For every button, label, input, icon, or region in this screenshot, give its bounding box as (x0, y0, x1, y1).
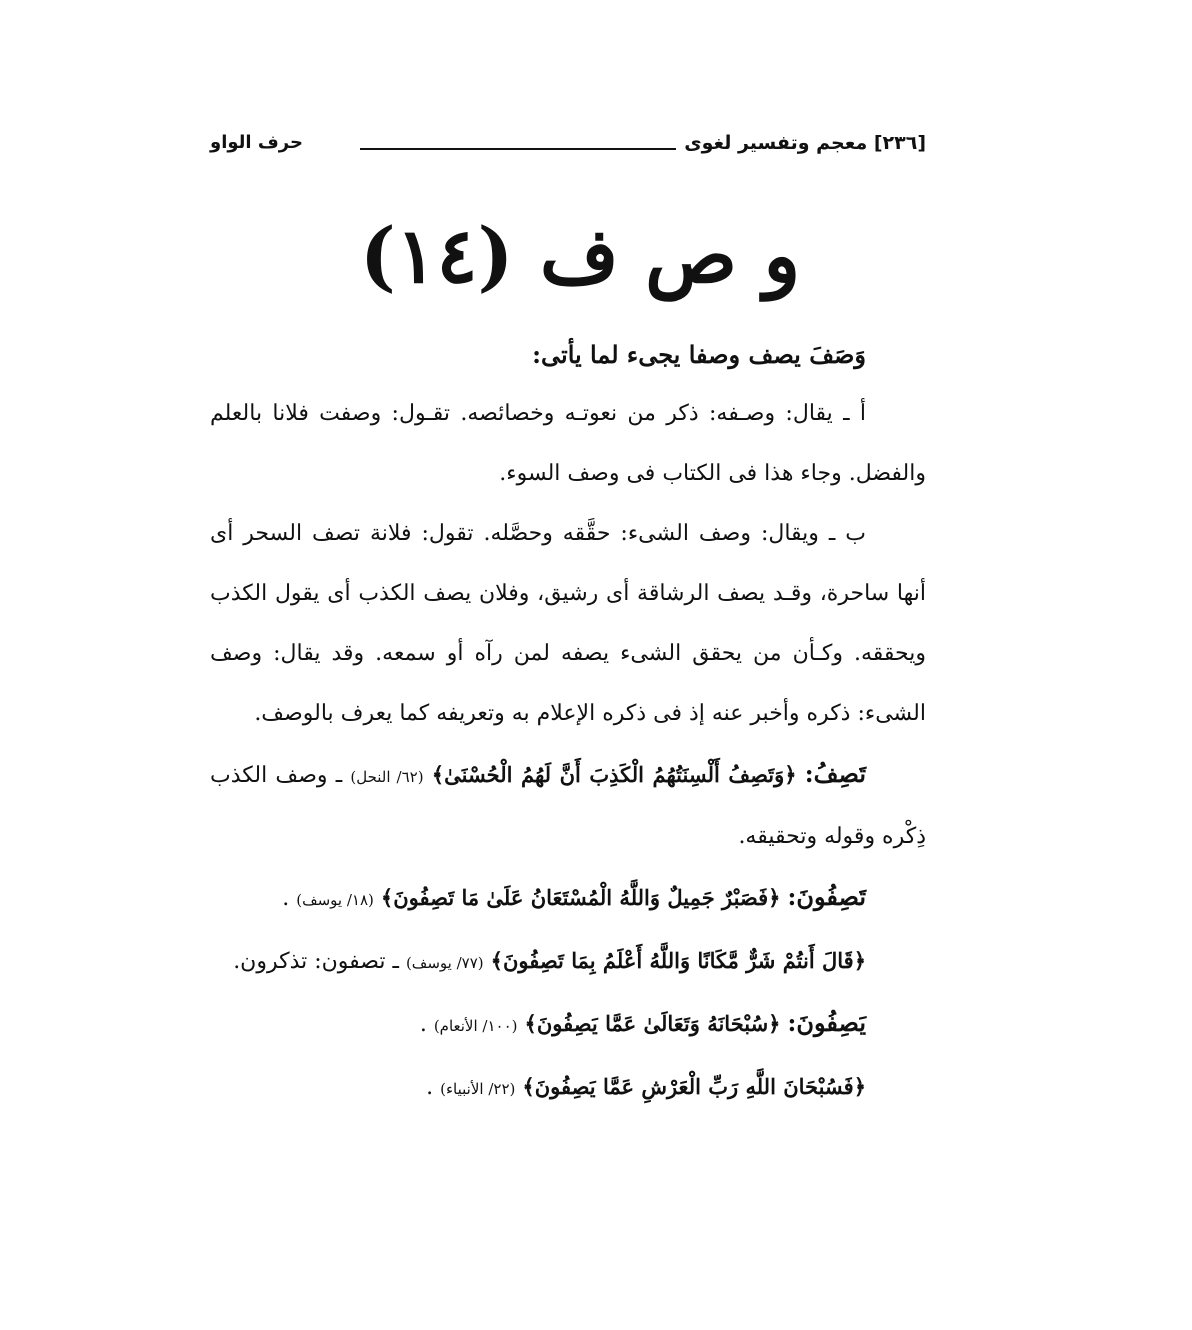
verse-reference: (١٨/ يوسف) (296, 891, 374, 909)
quran-verse: ﴿فَسُبْحَانَ اللَّهِ رَبِّ الْعَرْشِ عَمَّا يَصِفُونَ﴾ (522, 1074, 866, 1099)
definition-b: ب ـ ويقال: وصف الشىء: حقَّقه وحصَّله. تقول: فلانة تصف السحر أى أنها ساحرة، وقـد يصف الرشاقة أى رشيق، وفلان يصف الكذب أى يقول الكذب ويحققه. وكـأن من يحقق الشىء يصفه لمن رآه أو سمعه. وقد يقال: وصف الشىء: ذكره وأخبر عنه إذ فى ذكره الإعلام به وتعريفه كما يعرف بالوصف. (210, 521, 926, 726)
entry-tasifun-2 (210, 930, 926, 993)
entry-note: . (282, 886, 290, 911)
quran-verse: ﴿سُبْحَانَهُ وَتَعَالَىٰ عَمَّا يَصِفُونَ﴾ (524, 1011, 781, 1036)
root-title: و ص ف (١٤) (359, 211, 801, 300)
entry-tasifu (210, 744, 926, 867)
entry-yasifun-2 (210, 1056, 926, 1119)
entry-note: . (426, 1075, 434, 1100)
running-header (210, 128, 926, 158)
book-title: [٢٣٦] معجم وتفسير لغوى (684, 132, 926, 154)
entry-tasifun (210, 867, 926, 930)
verse-reference: (٧٧/ يوسف) (405, 954, 484, 972)
quran-verse: ﴿قَالَ أَنتُمْ شَرٌّ مَّكَانًا وَاللَّهُ أَعْلَمُ بِمَا تَصِفُونَ﴾ (490, 948, 866, 973)
verse-reference: (٦٢/ النحل) (350, 768, 424, 786)
entry-yasifun (210, 993, 926, 1056)
intro-line: وَصَفَ يصف وصفا يجىء لما يأتى: (532, 340, 866, 369)
verse-reference: (١٠٠/ الأنعام) (433, 1017, 518, 1035)
entry-head: يَصِفُونَ: (787, 1008, 866, 1037)
entry-note: ـ وصف الكذب ذِكْره وقوله وتحقيقه. (210, 763, 926, 849)
entry-head: تَصِفُ: (804, 759, 866, 788)
verse-reference: (٢٢/ الأنبياء) (440, 1080, 516, 1098)
definition-a: أ ـ يقال: وصـفه: ذكر من نعوتـه وخصائصه. تقـول: وصفت فلانا بالعلم والفضل. وجاء هذا فى الكتاب فى وصف السوء. (210, 401, 926, 486)
entry-note: . (419, 1012, 427, 1037)
entry-note: ـ تصفون: تذكرون. (233, 949, 399, 974)
quran-verse: ﴿فَصَبْرٌ جَمِيلٌ وَاللَّهُ الْمُسْتَعَانُ عَلَىٰ مَا تَصِفُونَ﴾ (380, 885, 781, 910)
header-rule (360, 148, 676, 150)
quran-verse: ﴿وَتَصِفُ أَلْسِنَتُهُمُ الْكَذِبَ أَنَّ لَهُمُ الْحُسْنَىٰ﴾ (431, 762, 797, 787)
entry-head: تَصِفُونَ: (787, 882, 866, 911)
chapter-name: حرف الواو (210, 132, 303, 153)
body-text (210, 326, 926, 1119)
